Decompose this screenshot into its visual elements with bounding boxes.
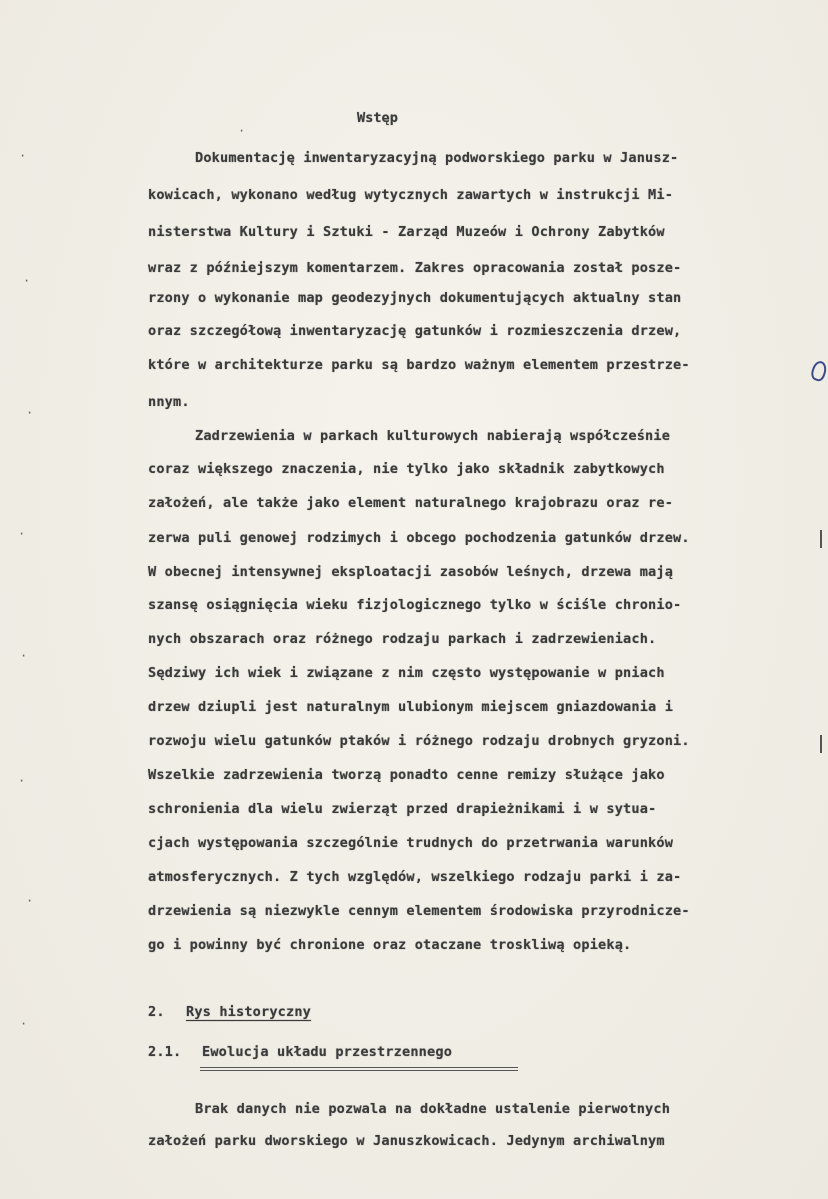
text-line: kowicach, wykonano według wytycznych zawartych w instrukcji Mi- bbox=[148, 187, 674, 203]
section-title: Rys historyczny bbox=[186, 1004, 312, 1020]
text-line: coraz większego znaczenia, nie tylko jako składnik zabytkowych bbox=[148, 461, 665, 477]
page-title: Wstęp bbox=[357, 110, 398, 126]
binder-mark: · bbox=[26, 894, 34, 908]
text-line: nisterstwa Kultury i Sztuki - Zarząd Muzeów i Ochrony Zabytków bbox=[148, 224, 665, 240]
text-line: wraz z późniejszym komentarzem. Zakres opracowania został posze- bbox=[148, 260, 682, 276]
text-line: drzew dziupli jest naturalnym ulubionym miejscem gniazdowania i bbox=[148, 699, 674, 715]
text-line: oraz szczegółową inwentaryzację gatunków i rozmieszczenia drzew, bbox=[148, 323, 682, 339]
text-line: go i powinny być chronione oraz otaczane troskliwą opieką. bbox=[148, 937, 632, 953]
ink-correction-mark bbox=[809, 359, 828, 383]
text-line: cjach występowania szczególnie trudnych do przetrwania warunków bbox=[148, 835, 674, 851]
text-line: które w architekturze parku są bardzo ważnym elementem przestrze- bbox=[148, 357, 690, 373]
binder-mark: · bbox=[20, 1017, 28, 1031]
binder-mark: · bbox=[18, 527, 26, 541]
subsection-number: 2.1. bbox=[148, 1044, 182, 1060]
text-line: rzony o wykonanie map geodezyjnych dokumentujących aktualny stan bbox=[148, 290, 682, 306]
subsection-underline bbox=[200, 1067, 518, 1071]
binder-mark: · bbox=[26, 406, 34, 420]
text-line: zerwa puli genowej rodzimych i obcego pochodzenia gatunków drzew. bbox=[148, 530, 690, 546]
text-line: Brak danych nie pozwala na dokładne ustalenie pierwotnych bbox=[195, 1101, 671, 1117]
text-line: Zadrzewienia w parkach kulturowych nabierają współcześnie bbox=[195, 428, 671, 444]
text-line: nych obszarach oraz różnego rodzaju parkach i zadrzewieniach. bbox=[148, 631, 657, 647]
text-line: drzewienia są niezwykle cennym elementem środowiska przyrodnicze- bbox=[148, 903, 690, 919]
binder-mark: · bbox=[23, 274, 31, 288]
binder-mark: · bbox=[238, 124, 246, 138]
text-line: rozwoju wielu gatunków ptaków i różnego rodzaju drobnych gryzoni. bbox=[148, 733, 690, 749]
text-line: założeń, ale także jako element naturalnego krajobrazu oraz re- bbox=[148, 495, 674, 511]
margin-bar bbox=[820, 735, 822, 753]
text-line: szansę osiągnięcia wieku fizjologicznego tylko w ściśle chronio- bbox=[148, 597, 682, 613]
binder-mark: · bbox=[19, 149, 27, 163]
binder-mark: · bbox=[18, 774, 26, 788]
binder-mark: · bbox=[20, 649, 28, 663]
text-line: Sędziwy ich wiek i związane z nim często występowanie w pniach bbox=[148, 665, 665, 681]
text-line: założeń parku dworskiego w Januszkowicach. Jedynym archiwalnym bbox=[148, 1133, 665, 1149]
text-line: Wszelkie zadrzewienia tworzą ponadto cenne remizy służące jako bbox=[148, 767, 665, 783]
text-line: Dokumentację inwentaryzacyjną podworskiego parku w Janusz- bbox=[195, 150, 679, 166]
text-line: schronienia dla wielu zwierząt przed drapieżnikami i w sytua- bbox=[148, 801, 657, 817]
margin-bar bbox=[820, 530, 822, 548]
subsection-title: Ewolucja układu przestrzennego bbox=[202, 1044, 453, 1060]
section-number: 2. bbox=[148, 1004, 165, 1020]
text-line: W obecnej intensywnej eksploatacji zasobów leśnych, drzewa mają bbox=[148, 564, 674, 580]
text-line: atmosferycznych. Z tych względów, wszelkiego rodzaju parki i za- bbox=[148, 869, 682, 885]
text-line: nnym. bbox=[148, 394, 190, 410]
